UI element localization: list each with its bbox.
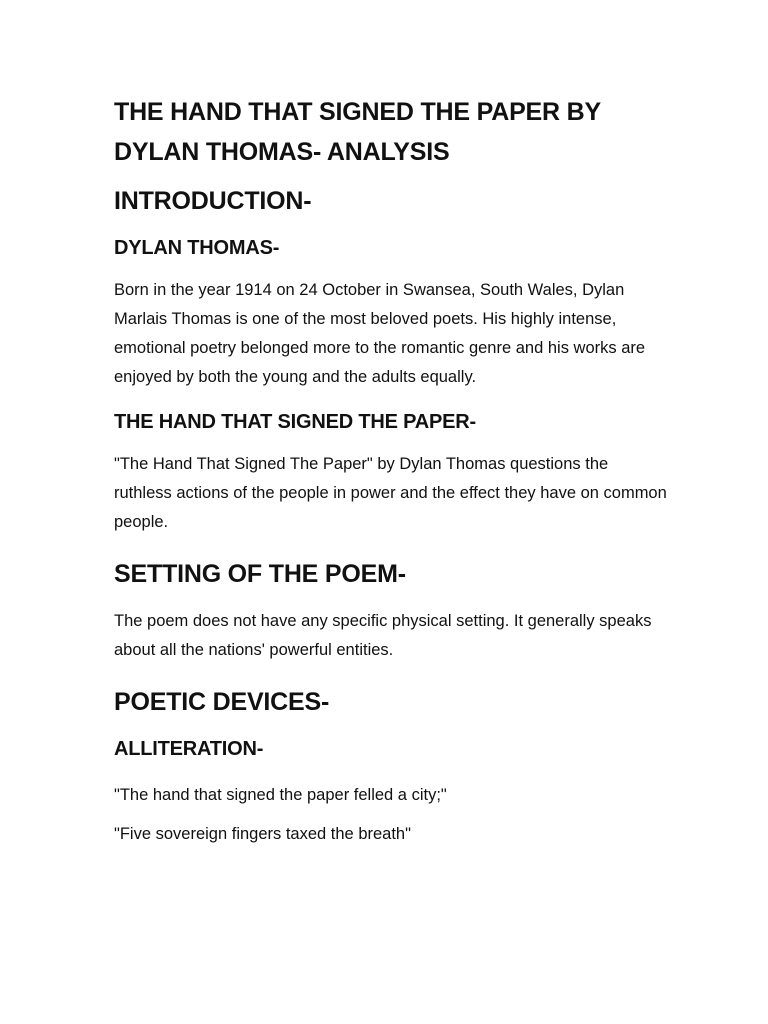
hand-signed-paper-heading: THE HAND THAT SIGNED THE PAPER-: [114, 411, 476, 433]
hand-signed-paper-paragraph: "The Hand That Signed The Paper" by Dylan Thomas questions the ruthless actions of the people in power and the effect they have on common people.: [114, 455, 667, 531]
quote-line-2: "Five sovereign fingers taxed the breath": [114, 825, 411, 843]
dylan-thomas-heading: DYLAN THOMAS-: [114, 237, 280, 259]
poetic-devices-heading: POETIC DEVICES-: [114, 688, 330, 716]
setting-heading: SETTING OF THE POEM-: [114, 560, 406, 588]
document-title: THE HAND THAT SIGNED THE PAPER BY DYLAN THOMAS- ANALYSIS: [114, 98, 601, 166]
introduction-heading: INTRODUCTION-: [114, 187, 312, 215]
dylan-thomas-paragraph: Born in the year 1914 on 24 October in Swansea, South Wales, Dylan Marlais Thomas is one of the most beloved poets. His highly intense, emotional poetry belonged more to the romantic genre and his works are enjoyed by both the young and the adults equally.: [114, 281, 646, 386]
quote-line-1: "The hand that signed the paper felled a city;": [114, 786, 447, 804]
alliteration-heading: ALLITERATION-: [114, 738, 264, 760]
setting-paragraph: The poem does not have any specific physical setting. It generally speaks about all the nations' powerful entities.: [114, 612, 652, 659]
